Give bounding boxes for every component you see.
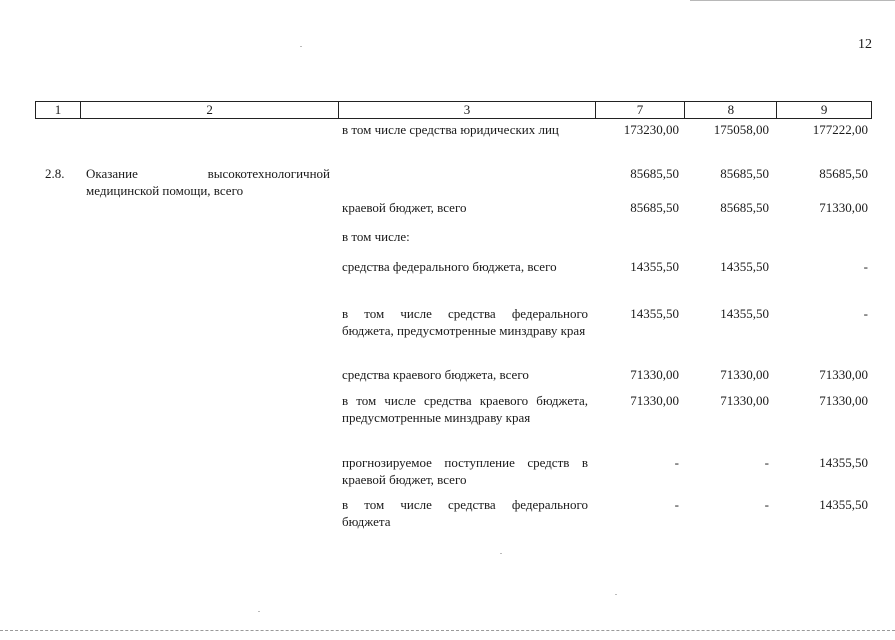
scan-speck bbox=[258, 611, 260, 612]
column-header-1: 1 bbox=[36, 102, 81, 118]
value-col-9: 85685,50 bbox=[819, 166, 868, 181]
value-col-7: 71330,00 bbox=[630, 367, 679, 382]
value-col-9: - bbox=[863, 306, 868, 321]
row-description: в том числе средства федерального бюджета, предусмотренные минздраву края bbox=[342, 306, 588, 338]
value-col-7: 85685,50 bbox=[630, 166, 679, 181]
row-description: средства федерального бюджета, всего bbox=[342, 259, 557, 274]
row-description: в том числе средства краевого бюджета, предусмотренные минздраву края bbox=[342, 393, 588, 425]
value-col-7: 85685,50 bbox=[630, 200, 679, 215]
value-col-7: - bbox=[674, 455, 679, 470]
row-description: средства краевого бюджета, всего bbox=[342, 367, 529, 382]
column-header-3: 3 bbox=[339, 102, 595, 118]
value-col-8: - bbox=[764, 497, 769, 512]
value-col-8: 175058,00 bbox=[713, 122, 769, 137]
value-col-9: 14355,50 bbox=[819, 455, 868, 470]
page-top-edge bbox=[690, 0, 895, 1]
value-col-7: 14355,50 bbox=[630, 306, 679, 321]
value-col-8: 85685,50 bbox=[720, 200, 769, 215]
scan-speck bbox=[615, 594, 617, 595]
value-col-7: 173230,00 bbox=[623, 122, 679, 137]
scan-speck bbox=[500, 553, 502, 554]
row-description: в том числе: bbox=[342, 229, 410, 244]
value-col-7: - bbox=[674, 497, 679, 512]
value-col-7: 14355,50 bbox=[630, 259, 679, 274]
value-col-9: 71330,00 bbox=[819, 393, 868, 408]
column-header-7: 7 bbox=[596, 102, 686, 118]
scan-speck bbox=[300, 46, 302, 47]
value-col-8: 71330,00 bbox=[720, 367, 769, 382]
value-col-9: 71330,00 bbox=[819, 200, 868, 215]
value-col-9: 14355,50 bbox=[819, 497, 868, 512]
column-header-9: 9 bbox=[820, 102, 828, 117]
value-col-8: 71330,00 bbox=[720, 393, 769, 408]
page-number: 12 bbox=[858, 37, 872, 52]
row-number: 2.8. bbox=[45, 166, 65, 181]
row-description: прогнозируемое поступление средств в краевой бюджет, всего bbox=[342, 455, 588, 487]
value-col-9: 71330,00 bbox=[819, 367, 868, 382]
value-col-8: - bbox=[764, 455, 769, 470]
value-col-7: 71330,00 bbox=[630, 393, 679, 408]
value-col-8: 14355,50 bbox=[720, 306, 769, 321]
column-header-2: 2 bbox=[81, 102, 339, 118]
value-col-9: - bbox=[863, 259, 868, 274]
row-title: Оказание высокотехнологичной медицинской помощи, всего bbox=[86, 166, 330, 198]
row-description: краевой бюджет, всего bbox=[342, 200, 467, 215]
value-col-8: 14355,50 bbox=[720, 259, 769, 274]
table-header-row bbox=[35, 101, 872, 119]
value-col-8: 85685,50 bbox=[720, 166, 769, 181]
row-description: в том числе средства юридических лиц bbox=[342, 122, 559, 137]
column-header-8: 8 bbox=[685, 102, 777, 118]
page-bottom-edge bbox=[0, 630, 895, 631]
row-description: в том числе средства федерального бюджета bbox=[342, 497, 588, 529]
value-col-9: 177222,00 bbox=[812, 122, 868, 137]
